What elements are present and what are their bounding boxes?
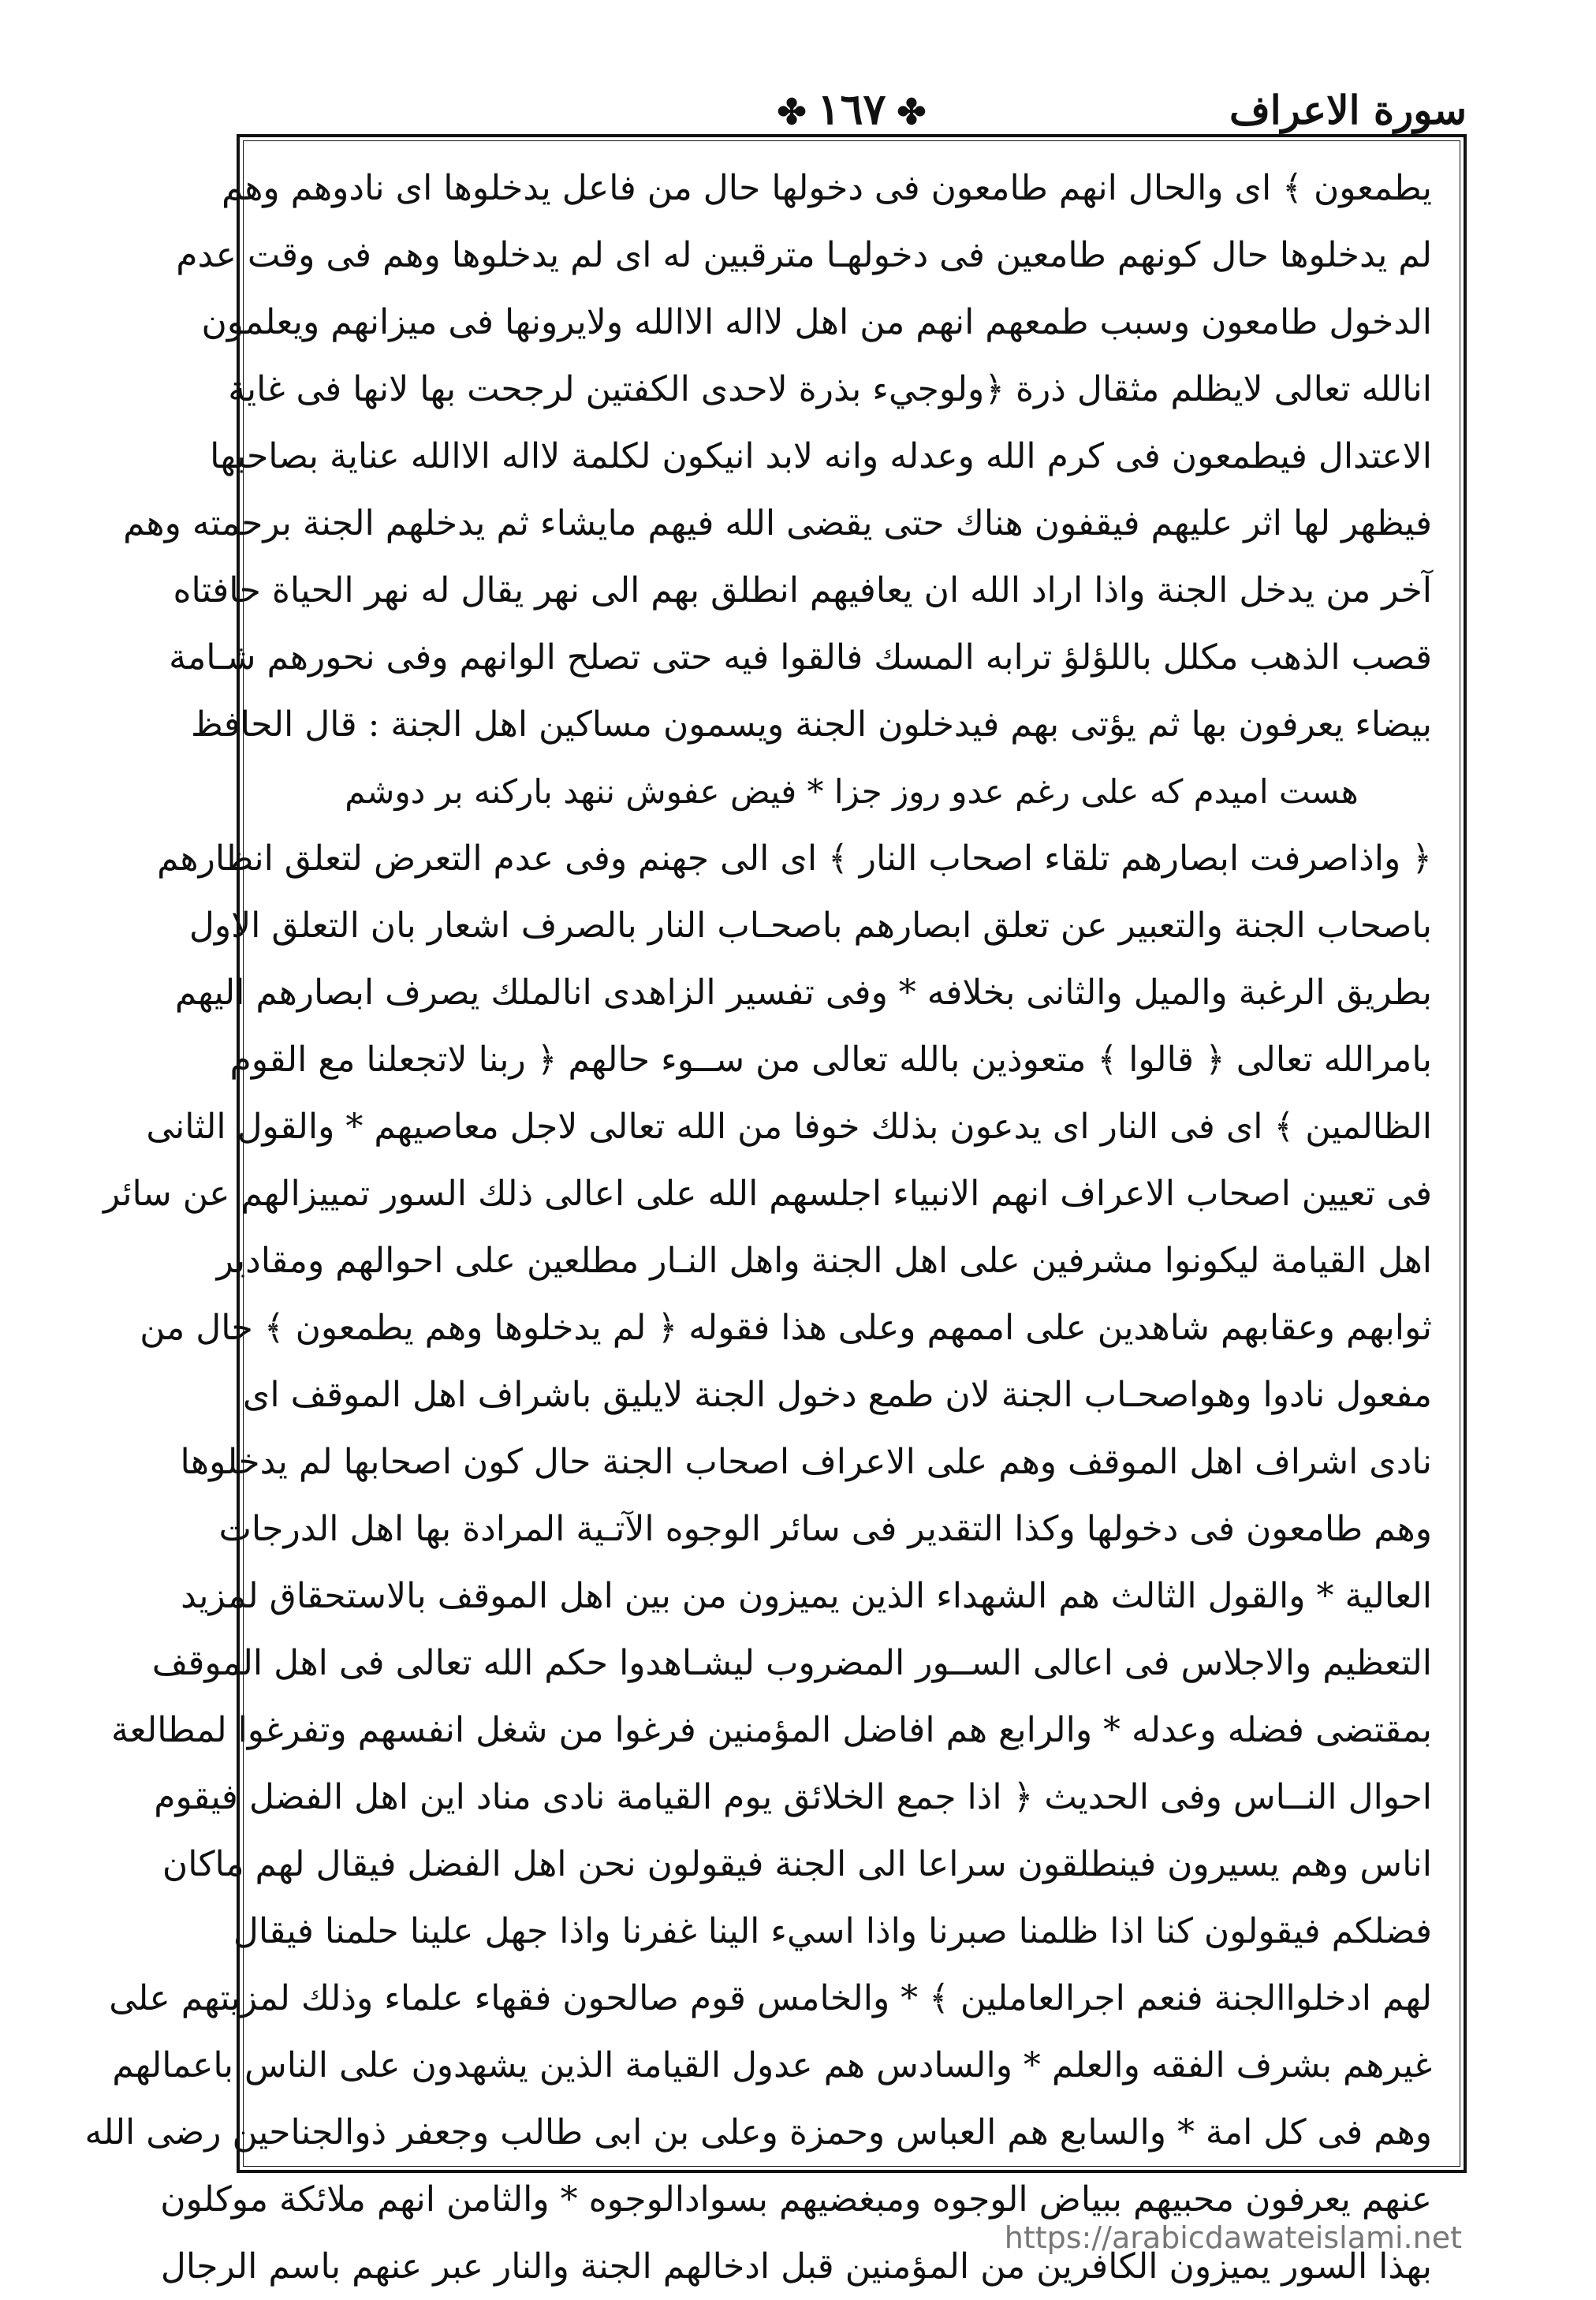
poetry-line: هست اميدم كه على رغم عدو روز جزا * فيض عفوش ننهد باركنه بر دوشم — [345, 772, 1359, 811]
text-line: فى تعيين اصحاب الاعراف انهم الانبياء اجلسهم الله على اعالى ذلك السور تمييزالهم عن سائر — [103, 1174, 1432, 1214]
text-line: بهذا السور يميزون الكافرين من المؤمنين قبل ادخالهم الجنة والنار عبر عنهم باسم الرجال — [160, 2246, 1432, 2287]
text-line: ﴿ واذاصرفت ابصارهم تلقاء اصحاب النار ﴾ اى الى جهنم وفى عدم التعرض لتعلق انظارهم — [157, 838, 1432, 879]
text-line: عنهم يعرفون محبيهم ببياض الوجوه ومبغضيهم بسوادالوجوه * والثامن انهم ملائكة موكلون — [160, 2179, 1432, 2220]
text-line: وهم طامعون فى دخولها وكذا التقدير فى سائر الوجوه الآتـية المرادة بها اهل الدرجات — [218, 1509, 1432, 1549]
text-line: الاعتدال فيطمعون فى كرم الله وعدله وانه لابد انيكون لكلمة لااله الاالله عناية بصاحبها — [210, 436, 1432, 476]
page-number-text: ١٦٧ — [817, 84, 886, 134]
text-line: احوال النــاس وفى الحديث ﴿ اذا جمع الخلائق يوم القيامة نادى مناد اين اهل الفضل فيقوم — [154, 1777, 1432, 1817]
watermark-url: https://arabicdawateislami.net — [1004, 2220, 1462, 2255]
text-line: اناس وهم يسيرون فينطلقون سراعا الى الجنة فيقولون نحن اهل الفضل فيقال لهم ماكان — [162, 1844, 1432, 1884]
ornament-icon: ✤ — [777, 92, 807, 133]
text-line: ثوابهم وعقابهم شاهدين على اممهم وعلى هذا فقوله ﴿ لم يدخلوها وهم يطمعون ﴾ حال من — [140, 1308, 1432, 1348]
page-header — [237, 79, 1467, 142]
text-line: الدخول طامعون وسبب طمعهم انهم من اهل لااله الاالله ولايرونها فى ميزانهم ويعلمون — [201, 302, 1432, 342]
text-line: لهم ادخلواالجنة فنعم اجرالعاملين ﴾ * والخامس قوم صالحون فقهاء علماء وذلك لمزيتهم على — [109, 1978, 1432, 2018]
text-line: مفعول نادوا وهواصحـاب الجنة لان طمع دخول الجنة لايليق باشراف اهل الموقف اى — [242, 1375, 1432, 1415]
text-line: بامرالله تعالى ﴿ قالوا ﴾ متعوذين بالله تعالى من ســوء حالهم ﴿ ربنا لاتجعلنا مع القوم — [229, 1040, 1432, 1080]
page-number — [766, 84, 938, 134]
text-line: آخر من يدخل الجنة واذا اراد الله ان يعافيهم انطلق بهم الى نهر يقال له نهر الحياة حافتاه — [173, 570, 1432, 610]
text-line: بمقتضى فضله وعدله * والرابع هم افاضل المؤمنين فرغوا من شغل انفسهم وتفرغوا لمطالعة — [111, 1710, 1432, 1750]
text-line: لم يدخلوها حال كونهم طامعين فى دخولهـا مترقبين له اى لم يدخلوها وهم فى وقت عدم — [176, 235, 1432, 275]
text-line: بيضاء يعرفون بها ثم يؤتى بهم فيدخلون الجنة ويسمون مساكين اهل الجنة : قال الحافظ — [191, 704, 1432, 745]
text-line: بطريق الرغبة والميل والثانى بخلافه * وفى تفسير الزاهدى انالملك يصرف ابصارهم اليهم — [174, 973, 1432, 1013]
text-line: غيرهم بشرف الفقه والعلم * والسادس هم عدول القيامة الذين يشهدون على الناس باعمالهم — [112, 2045, 1432, 2085]
text-line: قصب الذهب مكلل باللؤلؤ ترابه المسك فالقوا فيه حتى تصلح الوانهم وفى نحورهم شـامة — [169, 637, 1432, 678]
text-line: فيظهر لها اثر عليهم فيقفون هناك حتى يقضى الله فيهم مايشاء ثم يدخلهم الجنة برحمته وهم — [123, 503, 1432, 543]
text-body — [84, 155, 1432, 2300]
text-line: نادى اشراف اهل الموقف وهم على الاعراف اصحاب الجنة حال كون اصحابها لم يدخلوها — [180, 1442, 1432, 1482]
text-line: باصحاب الجنة والتعبير عن تعلق ابصارهم باصحـاب النار بالصرف اشعار بان التعلق الاول — [188, 905, 1432, 946]
text-line: انالله تعالى لايظلم مثقال ذرة ﴿ولوجيء بذرة لاحدى الكفتين لرجحت بها لانها فى غاية — [228, 369, 1432, 409]
text-line: الظالمين ﴾ اى فى النار اى يدعون بذلك خوفا من الله تعالى لاجل معاصيهم * والقول الثانى — [146, 1107, 1432, 1147]
text-line: التعظيم والاجلاس فى اعالى الســور المضروب ليشـاهدوا حكم الله تعالى فى اهل الموقف — [151, 1643, 1432, 1683]
text-line: يطمعون ﴾ اى والحال انهم طامعون فى دخولها حال من فاعل يدخلوها اى نادوهم وهم — [221, 168, 1432, 208]
text-line: اهل القيامة ليكونوا مشرفين على اهل الجنة واهل النـار مطلعين على احوالهم ومقادير — [216, 1241, 1432, 1281]
text-line: وهم فى كل امة * والسابع هم العباس وحمزة وعلى بن ابى طالب وجعفر ذوالجناحين رضى الله — [84, 2112, 1432, 2153]
text-line: العالية * والقول الثالث هم الشهداء الذين يميزون من بين اهل الموقف بالاستحقاق لمزيد — [181, 1576, 1432, 1616]
text-line: فضلكم فيقولون كنا اذا ظلمنا صبرنا واذا اسيء الينا غفرنا واذا جهل علينا حلمنا فيقال — [233, 1911, 1432, 1951]
surah-title: سورة الاعراف — [1229, 87, 1467, 133]
ornament-icon: ✤ — [897, 92, 927, 133]
